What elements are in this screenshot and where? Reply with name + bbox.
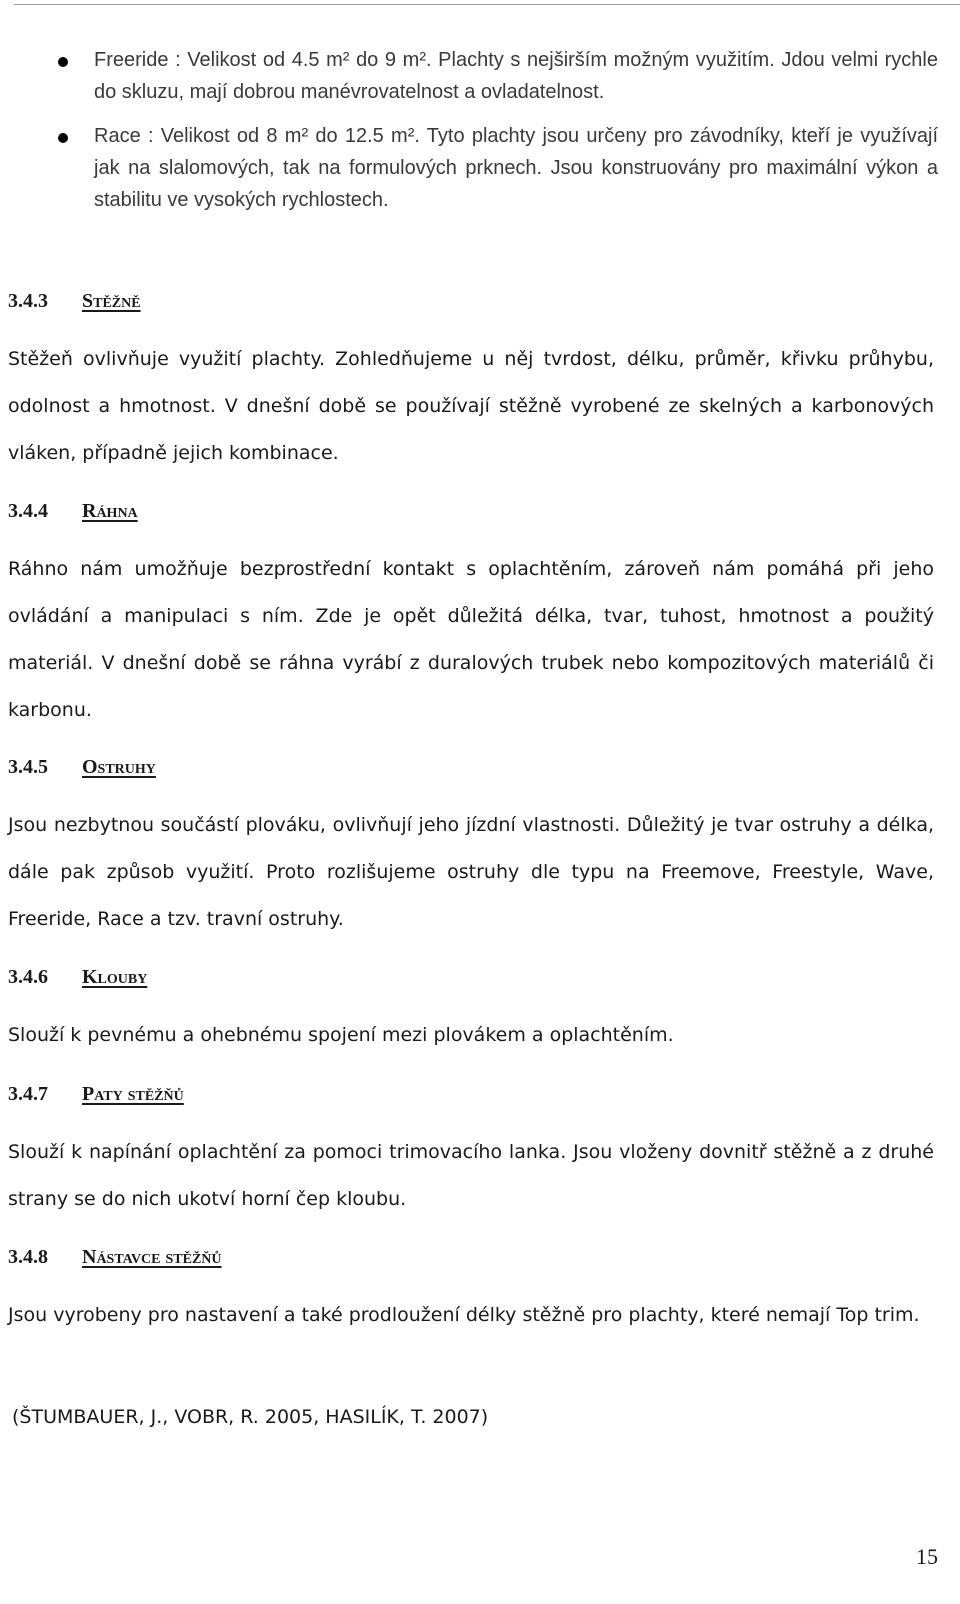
section-paragraph: Ráhno nám umožňuje bezprostřední kontakt s oplachtěním, zároveň nám pomáhá při jeho ovládání a manipulaci s ním. Zde je opět důležitá délka, tvar, tuhost, hmotnost a použitý materiál. V dnešní době se ráhna vyrábí z duralových trubek nebo kompozitových materiálů či karbonu. bbox=[8, 558, 934, 721]
section-title: Ráhna bbox=[82, 500, 138, 522]
section-heading-klouby bbox=[8, 966, 147, 989]
section-number: 3.4.4 bbox=[8, 500, 48, 522]
top-rule bbox=[14, 4, 960, 5]
section-number: 3.4.3 bbox=[8, 290, 48, 312]
section-paragraph: Jsou nezbytnou součástí plováku, ovlivňují jeho jízdní vlastnosti. Důležitý je tvar ostruhy a délka, dále pak způsob využití. Proto rozlišujeme ostruhy dle typu na Freemove, Freestyle, Wave, Freeride, Race a tzv. travní ostruhy. bbox=[8, 814, 934, 930]
section-number: 3.4.7 bbox=[8, 1083, 48, 1105]
section-number: 3.4.8 bbox=[8, 1246, 48, 1268]
section-paragraph: Stěžeň ovlivňuje využití plachty. Zohledňujeme u něj tvrdost, délku, průměr, křivku průhybu, odolnost a hmotnost. V dnešní době se používají stěžně vyrobené ze skelných a karbonových vláken, případně jejich kombinace. bbox=[8, 348, 934, 464]
section-title: Paty stěžňů bbox=[82, 1083, 184, 1105]
citation: (ŠTUMBAUER, J., VOBR, R. 2005, HASILÍK, T. 2007) bbox=[12, 1406, 489, 1428]
page-number: 15 bbox=[916, 1544, 938, 1569]
section-heading-stezne bbox=[8, 290, 141, 313]
bullet-text: Race : Velikost od 8 m² do 12.5 m². Tyto plachty jsou určeny pro závodníky, kteří je využívají jak na slalomových, tak na formulových prknech. Jsou konstruovány pro maximální výkon a stabilitu ve vysokých rychlostech. bbox=[94, 125, 938, 211]
section-number: 3.4.6 bbox=[8, 966, 48, 988]
bullet-text: Freeride : Velikost od 4.5 m² do 9 m². Plachty s nejširším možným využitím. Jdou velmi rychle do skluzu, mají dobrou manévrovatelnost a ovladatelnost. bbox=[94, 49, 938, 103]
section-title: Klouby bbox=[82, 966, 148, 988]
section-heading-rahna bbox=[8, 500, 138, 523]
section-title: Stěžně bbox=[82, 290, 141, 312]
section-title: Nástavce stěžňů bbox=[82, 1246, 222, 1268]
section-paragraph: Jsou vyrobeny pro nastavení a také prodloužení délky stěžně pro plachty, které nemají Top trim. bbox=[8, 1304, 920, 1326]
bullet-dot-icon bbox=[58, 133, 68, 143]
section-number: 3.4.5 bbox=[8, 756, 48, 778]
section-heading-ostruhy bbox=[8, 756, 156, 779]
section-paragraph: Slouží k pevnému a ohebnému spojení mezi plovákem a oplachtěním. bbox=[8, 1024, 674, 1046]
section-heading-nastavce-steznu bbox=[8, 1246, 222, 1269]
section-heading-paty-steznu bbox=[8, 1083, 184, 1106]
section-paragraph: Slouží k napínání oplachtění za pomoci trimovacího lanka. Jsou vloženy dovnitř stěžně a z druhé strany se do nich ukotví horní čep kloubu. bbox=[8, 1141, 934, 1210]
section-title: Ostruhy bbox=[82, 756, 156, 778]
bullet-dot-icon bbox=[58, 57, 68, 67]
